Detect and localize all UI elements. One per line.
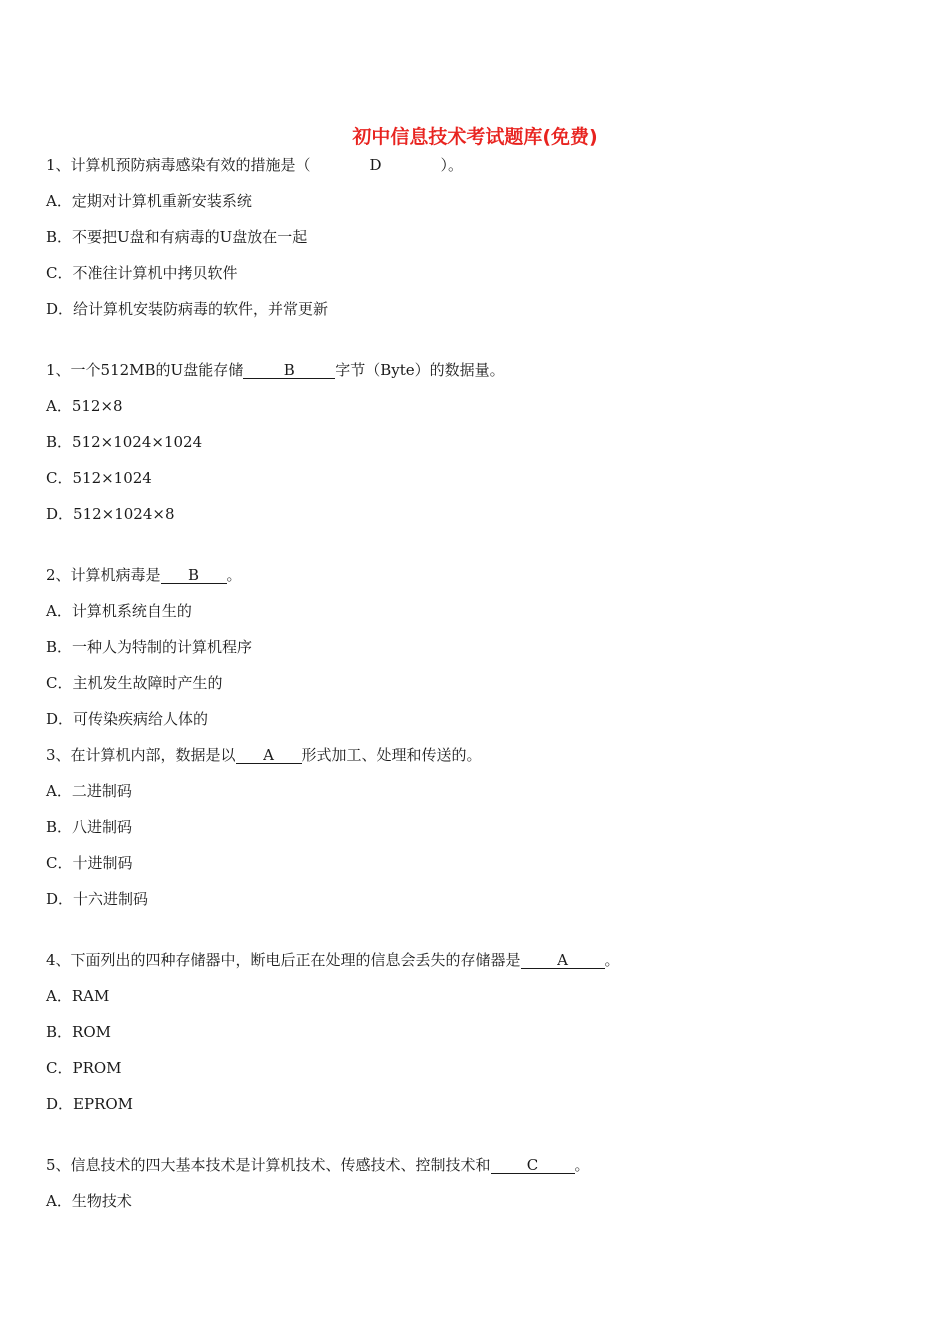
question-stem	[46, 352, 916, 388]
option-item: C．512×1024	[46, 469, 152, 487]
question-text: 。	[574, 1156, 590, 1174]
option-item: A．RAM	[46, 987, 110, 1005]
option-item: B．一种人为特制的计算机程序	[46, 638, 253, 656]
answer-blank: B	[243, 362, 335, 379]
option-item: D．给计算机安装防病毒的软件，并常更新	[46, 300, 329, 318]
option-item: A．生物技术	[46, 1192, 132, 1210]
question-text: 形式加工、处理和传送的。	[301, 746, 482, 764]
option-item: A．定期对计算机重新安装系统	[46, 192, 252, 210]
question-text: 1、一个512MB的U盘能存储	[46, 361, 244, 379]
option-item: D．十六进制码	[46, 890, 149, 908]
option-item: B．不要把U盘和有病毒的U盘放在一起	[46, 228, 308, 246]
option-item: C．十进制码	[46, 854, 133, 872]
option-item: C．PROM	[46, 1059, 122, 1077]
option-item: D．512×1024×8	[46, 505, 175, 523]
option-item: A．计算机系统自生的	[46, 602, 192, 620]
question-stem	[46, 737, 916, 773]
option-item: A．512×8	[46, 397, 123, 415]
question-text: 2、计算机病毒是	[46, 566, 161, 584]
question-text: 3、在计算机内部，数据是以	[46, 746, 236, 764]
answer-blank: D	[369, 156, 382, 174]
page-title: 初中信息技术考试题库(免费)	[352, 126, 598, 148]
question-text: 。	[226, 566, 242, 584]
answer-blank: A	[521, 952, 605, 969]
option-item: D．可传染疾病给人体的	[46, 710, 209, 728]
question-text: 1、计算机预防病毒感染有效的措施是（	[46, 156, 311, 174]
option-item: B．八进制码	[46, 818, 133, 836]
question-text: 。	[604, 951, 620, 969]
question-stem	[46, 147, 916, 183]
option-item: C．主机发生故障时产生的	[46, 674, 223, 692]
option-item: C．不准往计算机中拷贝软件	[46, 264, 238, 282]
option-item: A．二进制码	[46, 782, 132, 800]
question-list	[46, 147, 916, 1219]
question-stem	[46, 942, 916, 978]
question-stem	[46, 557, 916, 593]
answer-blank: A	[236, 747, 302, 764]
answer-blank: B	[161, 567, 227, 584]
question-text: ）。	[440, 156, 464, 174]
answer-blank: C	[491, 1157, 575, 1174]
question-text: 4、下面列出的四种存储器中，断电后正在处理的信息会丢失的存储器是	[46, 951, 521, 969]
question-stem	[46, 1147, 916, 1183]
question-text: 5、信息技术的四大基本技术是计算机技术、传感技术、控制技术和	[46, 1156, 491, 1174]
option-item: B．ROM	[46, 1023, 111, 1041]
question-text: 字节（Byte）的数据量。	[335, 361, 505, 379]
option-item: B．512×1024×1024	[46, 433, 203, 451]
option-item: D．EPROM	[46, 1095, 134, 1113]
